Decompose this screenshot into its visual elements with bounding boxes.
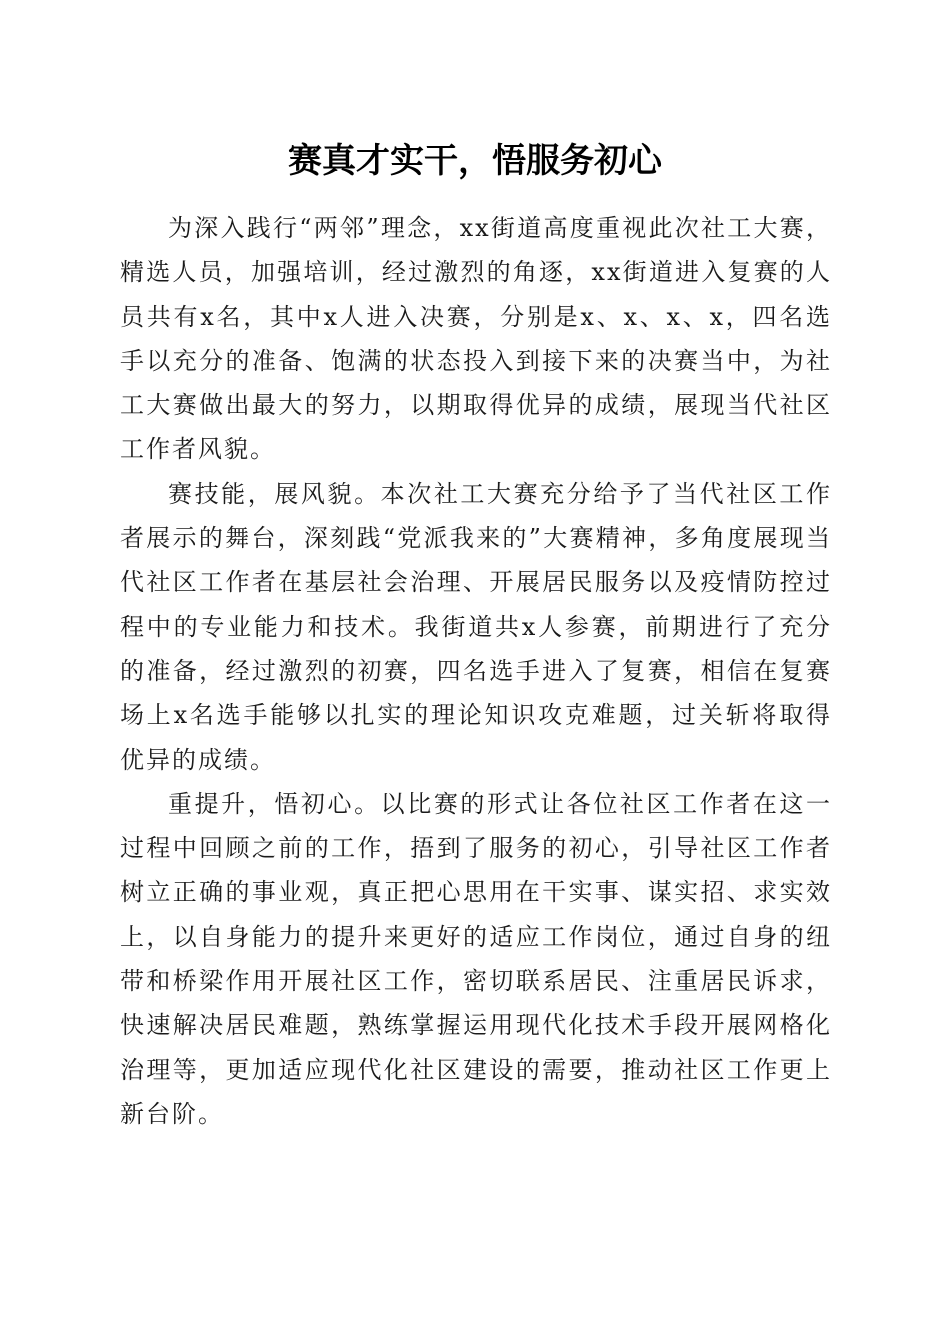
document-body — [120, 206, 832, 1136]
paragraph: 为深入践行“两邻”理念，xx街道高度重视此次社工大赛，精选人员，加强培训，经过激烈的角逐，xx街道进入复赛的人员共有x名，其中x人进入决赛，分别是x、x、x、x，四名选手以充分的准备、饱满的状态投入到接下来的决赛当中，为社工大赛做出最大的努力，以期取得优异的成绩，展现当代社区工作者风貌。 — [120, 214, 832, 464]
document-title: 赛真才实干，悟服务初心 — [288, 141, 662, 181]
paragraph: 重提升，悟初心。以比赛的形式让各位社区工作者在这一过程中回顾之前的工作，捂到了服务的初心，引导社区工作者树立正确的事业观，真正把心思用在干实事、谋实招、求实效上，以自身能力的提升来更好的适应工作岗位，通过自身的纽带和桥梁作用开展社区工作，密切联系居民、注重居民诉求，快速解决居民难题，熟练掌握运用现代化技术手段开展网格化治理等，更加适应现代化社区建设的需要，推动社区工作更上新台阶。 — [120, 789, 832, 1128]
paragraph: 赛技能，展风貌。本次社工大赛充分给予了当代社区工作者展示的舞台，深刻践“党派我来的”大赛精神，多角度展现当代社区工作者在基层社会治理、开展居民服务以及疫情防控过程中的专业能力和技术。我街道共x人参赛，前期进行了充分的准备，经过激烈的初赛，四名选手进入了复赛，相信在复赛场上x名选手能够以扎实的理论知识攻克难题，过关斩将取得优异的成绩。 — [120, 479, 832, 774]
